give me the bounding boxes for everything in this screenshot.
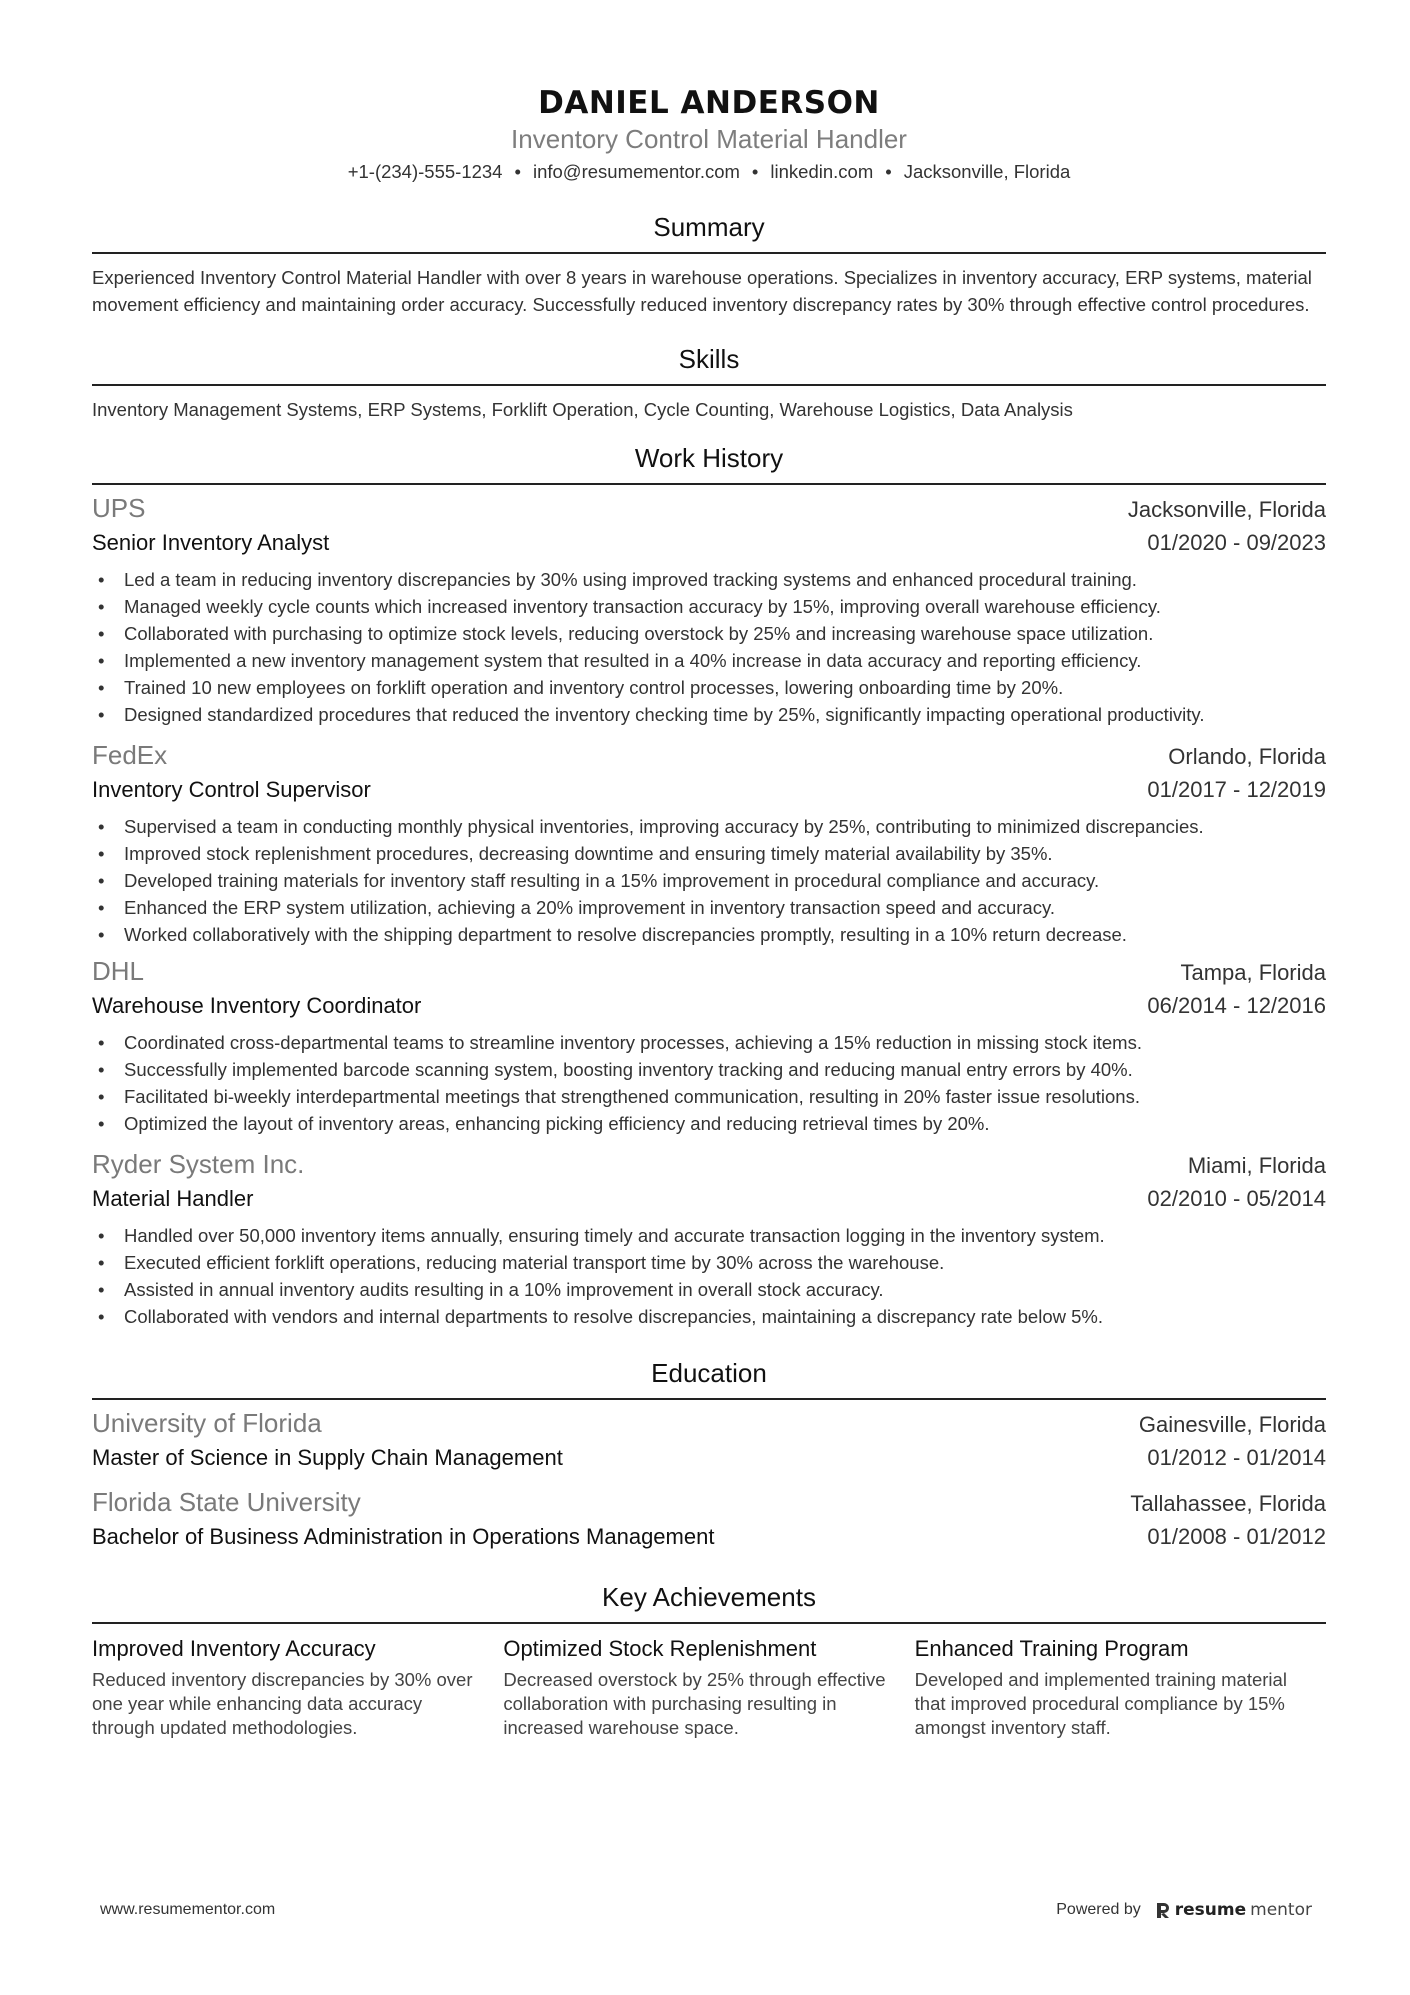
resume-page <box>92 0 1326 1740</box>
list-item: • Optimized the layout of inventory areas, enhancing picking efficiency and reducing retrieval times by 20%. <box>92 1110 1326 1137</box>
achievements-section <box>92 1580 1326 1740</box>
education-section <box>92 1356 1326 1554</box>
list-item: • Trained 10 new employees on forklift operation and inventory control processes, lowering onboarding time by 20%. <box>92 674 1326 701</box>
achievement-title: Improved Inventory Accuracy <box>92 1636 376 1661</box>
contact-phone: +1-(234)-555-1234 <box>347 161 503 182</box>
resumementor-logo-icon <box>1155 1901 1171 1919</box>
powered-by <box>1056 1900 1312 1920</box>
list-item: • Implemented a new inventory management system that resulted in a 40% increase in data accuracy and reporting efficiency. <box>92 647 1326 674</box>
school-name: Florida State University <box>92 1487 361 1517</box>
list-item: • Managed weekly cycle counts which increased inventory transaction accuracy by 15%, improving overall warehouse efficiency. <box>92 593 1326 620</box>
job-dates: 02/2010 - 05/2014 <box>1147 1186 1326 1211</box>
job-bullets <box>92 813 1326 948</box>
list-item: • Developed training materials for inventory staff resulting in a 15% improvement in procedural compliance and accuracy. <box>92 867 1326 894</box>
job-bullets <box>92 1029 1326 1137</box>
company-name: Ryder System Inc. <box>92 1149 305 1179</box>
page-footer <box>100 1900 1312 1920</box>
list-item: • Worked collaboratively with the shipping department to resolve discrepancies promptly, resulting in a 10% return decrease. <box>92 921 1326 948</box>
job-bullets <box>92 566 1326 728</box>
job-title: Warehouse Inventory Coordinator <box>92 993 422 1018</box>
achievement-card <box>92 1634 503 1740</box>
footer-website-link[interactable]: www.resumementor.com <box>100 1901 276 1918</box>
list-item: • Collaborated with vendors and internal departments to resolve discrepancies, maintaining a discrepancy rate below 5%. <box>92 1303 1326 1330</box>
skills-section <box>92 342 1326 423</box>
achievement-description: Developed and implemented training material that improved procedural compliance by 15% amongst inventory staff. <box>914 1669 1287 1738</box>
section-divider <box>92 1622 1326 1624</box>
company-name: DHL <box>92 956 145 986</box>
degree-name: Master of Science in Supply Chain Management <box>92 1445 563 1470</box>
work-history-section <box>92 441 1326 1330</box>
list-item: • Collaborated with purchasing to optimize stock levels, reducing overstock by 25% and increasing warehouse space utilization. <box>92 620 1326 647</box>
job-title: Senior Inventory Analyst <box>92 530 330 555</box>
job-entry <box>92 954 1326 1137</box>
job-location: Miami, Florida <box>1187 1153 1326 1178</box>
powered-by-label: Powered by <box>1056 1901 1141 1918</box>
list-item: • Coordinated cross-departmental teams to streamline inventory processes, achieving a 15% reduction in missing stock items. <box>92 1029 1326 1056</box>
education-dates: 01/2012 - 01/2014 <box>1147 1445 1326 1470</box>
job-entry <box>92 1147 1326 1330</box>
list-item: • Led a team in reducing inventory discrepancies by 30% using improved tracking systems and enhanced procedural training. <box>92 566 1326 593</box>
achievement-card <box>915 1634 1326 1740</box>
list-item: • Successfully implemented barcode scanning system, boosting inventory tracking and reducing manual entry errors by 40%. <box>92 1056 1326 1083</box>
contact-email[interactable]: info@resumementor.com <box>532 161 740 182</box>
school-location: Gainesville, Florida <box>1138 1412 1326 1437</box>
summary-section <box>92 210 1326 318</box>
education-entry <box>92 1485 1326 1554</box>
list-item: • Executed efficient forklift operations, reducing material transport time by 30% across the warehouse. <box>92 1249 1326 1276</box>
job-dates: 01/2017 - 12/2019 <box>1147 777 1326 802</box>
job-location: Jacksonville, Florida <box>1127 497 1326 522</box>
section-divider <box>92 483 1326 485</box>
logo-text-light: mentor <box>1250 1900 1312 1920</box>
list-item: • Facilitated bi-weekly interdepartmental meetings that strengthened communication, resulting in 20% faster issue resolutions. <box>92 1083 1326 1110</box>
candidate-name: DANIEL ANDERSON <box>538 85 880 121</box>
section-divider <box>92 252 1326 254</box>
section-title: Education <box>651 1358 767 1388</box>
list-item: • Enhanced the ERP system utilization, achieving a 20% improvement in inventory transaction speed and accuracy. <box>92 894 1326 921</box>
education-dates: 01/2008 - 01/2012 <box>1147 1524 1326 1549</box>
candidate-role: Inventory Control Material Handler <box>511 124 907 154</box>
achievement-description: Decreased overstock by 25% through effective collaboration with purchasing resulting in increased warehouse space. <box>503 1669 886 1738</box>
summary-text: Experienced Inventory Control Material Handler with over 8 years in warehouse operations. Specializes in inventory accuracy, ERP systems, material movement efficiency and maintaining order accuracy. Successfully reduced inventory discrepancy rates by 30% through effective control procedures. <box>92 267 1312 315</box>
section-title: Summary <box>653 212 765 242</box>
section-divider <box>92 384 1326 386</box>
list-item: • Handled over 50,000 inventory items annually, ensuring timely and accurate transaction logging in the inventory system. <box>92 1222 1326 1249</box>
job-dates: 06/2014 - 12/2016 <box>1147 993 1326 1018</box>
school-location: Tallahassee, Florida <box>1130 1491 1326 1516</box>
logo-text-bold: resume <box>1174 1900 1247 1920</box>
job-title: Material Handler <box>92 1186 254 1211</box>
section-divider <box>92 1398 1326 1400</box>
achievements-grid <box>92 1634 1326 1740</box>
list-item: • Designed standardized procedures that reduced the inventory checking time by 25%, significantly impacting operational productivity. <box>92 701 1326 728</box>
list-item: • Supervised a team in conducting monthly physical inventories, improving accuracy by 25%, contributing to minimized discrepancies. <box>92 813 1326 840</box>
achievement-title: Optimized Stock Replenishment <box>503 1636 817 1661</box>
job-dates: 01/2020 - 09/2023 <box>1147 530 1326 555</box>
education-entry <box>92 1406 1326 1475</box>
separator-dot: • <box>751 161 759 182</box>
resumementor-logo[interactable] <box>1155 1900 1312 1920</box>
job-location: Orlando, Florida <box>1168 744 1326 769</box>
job-entry <box>92 491 1326 728</box>
achievement-description: Reduced inventory discrepancies by 30% over one year while enhancing data accuracy through updated methodologies. <box>92 1669 473 1738</box>
list-item: • Assisted in annual inventory audits resulting in a 10% improvement in overall stock accuracy. <box>92 1276 1326 1303</box>
job-location: Tampa, Florida <box>1180 960 1326 985</box>
job-entry <box>92 738 1326 948</box>
section-title: Key Achievements <box>602 1582 816 1612</box>
contact-linkedin[interactable]: linkedin.com <box>770 161 874 182</box>
skills-text: Inventory Management Systems, ERP Systems, Forklift Operation, Cycle Counting, Warehouse Logistics, Data Analysis <box>92 399 1073 420</box>
list-item: • Improved stock replenishment procedures, decreasing downtime and ensuring timely material availability by 35%. <box>92 840 1326 867</box>
job-bullets <box>92 1222 1326 1330</box>
contact-location: Jacksonville, Florida <box>903 161 1071 182</box>
job-title: Inventory Control Supervisor <box>92 777 371 802</box>
contact-line <box>92 158 1326 186</box>
achievement-title: Enhanced Training Program <box>914 1636 1189 1661</box>
school-name: University of Florida <box>92 1408 322 1438</box>
section-title: Skills <box>678 344 740 374</box>
separator-dot: • <box>885 161 892 182</box>
company-name: FedEx <box>92 740 168 770</box>
separator-dot: • <box>514 161 521 182</box>
section-title: Work History <box>634 443 784 473</box>
company-name: UPS <box>92 493 146 523</box>
degree-name: Bachelor of Business Administration in Operations Management <box>92 1524 715 1549</box>
resume-header <box>92 0 1326 186</box>
achievement-card <box>503 1634 914 1740</box>
